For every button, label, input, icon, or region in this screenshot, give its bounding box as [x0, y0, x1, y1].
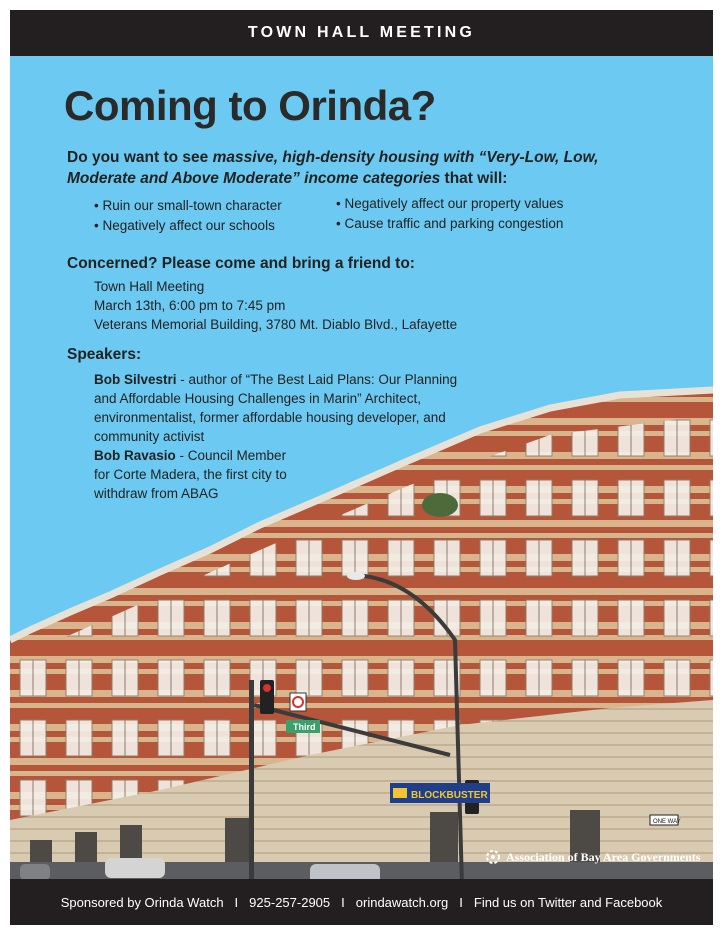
bullet-item: • Negatively affect our schools — [94, 218, 275, 233]
bullet-item: • Cause traffic and parking congestion — [336, 216, 564, 231]
question-text — [67, 147, 667, 189]
speaker-2-bio: - Council Member for Corte Madera, the first city to withdraw from ABAG — [94, 448, 287, 501]
footer-separator: I — [234, 894, 239, 910]
event-name: Town Hall Meeting — [94, 279, 205, 294]
question-lead: Do you want to see — [67, 149, 213, 166]
abag-logo — [484, 848, 700, 866]
concerned-heading: Concerned? Please come and bring a friend to: — [67, 255, 415, 272]
speaker-2 — [94, 446, 294, 503]
bullet-list-right — [336, 194, 563, 234]
event-datetime: March 13th, 6:00 pm to 7:45 pm — [94, 298, 286, 313]
abag-logo-icon — [484, 848, 502, 866]
footer-sponsor: Sponsored by Orinda Watch — [60, 894, 224, 910]
oneway-sign-text: ONE WAY — [653, 819, 681, 825]
bullet-item: • Ruin our small-town character — [94, 198, 282, 213]
footer-social: Find us on Twitter and Facebook — [473, 894, 663, 910]
question-tail: that will: — [440, 170, 508, 187]
speaker-1 — [94, 370, 464, 446]
bullet-list-left — [94, 196, 282, 236]
bullet-item: • Negatively affect our property values — [336, 196, 564, 211]
abag-logo-text: Association of Bay Area Governments — [506, 849, 701, 864]
event-details — [94, 277, 457, 334]
header-banner — [10, 10, 713, 56]
speakers-heading: Speakers: — [67, 346, 142, 363]
street-sign-text: Third — [293, 722, 316, 732]
question-emphasis: massive, high-density housing with “Very-Low, Low, Moderate and Above Moderate” income categories — [67, 149, 599, 187]
event-location: Veterans Memorial Building, 3780 Mt. Diablo Blvd., Lafayette — [94, 317, 458, 332]
footer-separator: I — [459, 894, 463, 910]
flyer — [10, 10, 713, 925]
speaker-2-name: Bob Ravasio — [94, 448, 176, 463]
speaker-1-name: Bob Silvestri — [94, 372, 177, 387]
footer-website[interactable]: orindawatch.org — [355, 894, 449, 910]
footer-separator: I — [341, 894, 345, 910]
speaker-1-bio: - author of “The Best Laid Plans: Our Planning and Affordable Housing Challenges in Marin” Architect, environmentalist, former affordable housing developer, and community activist — [94, 372, 458, 444]
banner-title: TOWN HALL MEETING — [247, 24, 476, 41]
footer-bar — [10, 879, 713, 925]
headline: Coming to Orinda? — [64, 82, 436, 129]
store-sign-text: BLOCKBUSTER — [411, 790, 488, 801]
footer-phone: 925-257-2905 — [249, 894, 331, 910]
